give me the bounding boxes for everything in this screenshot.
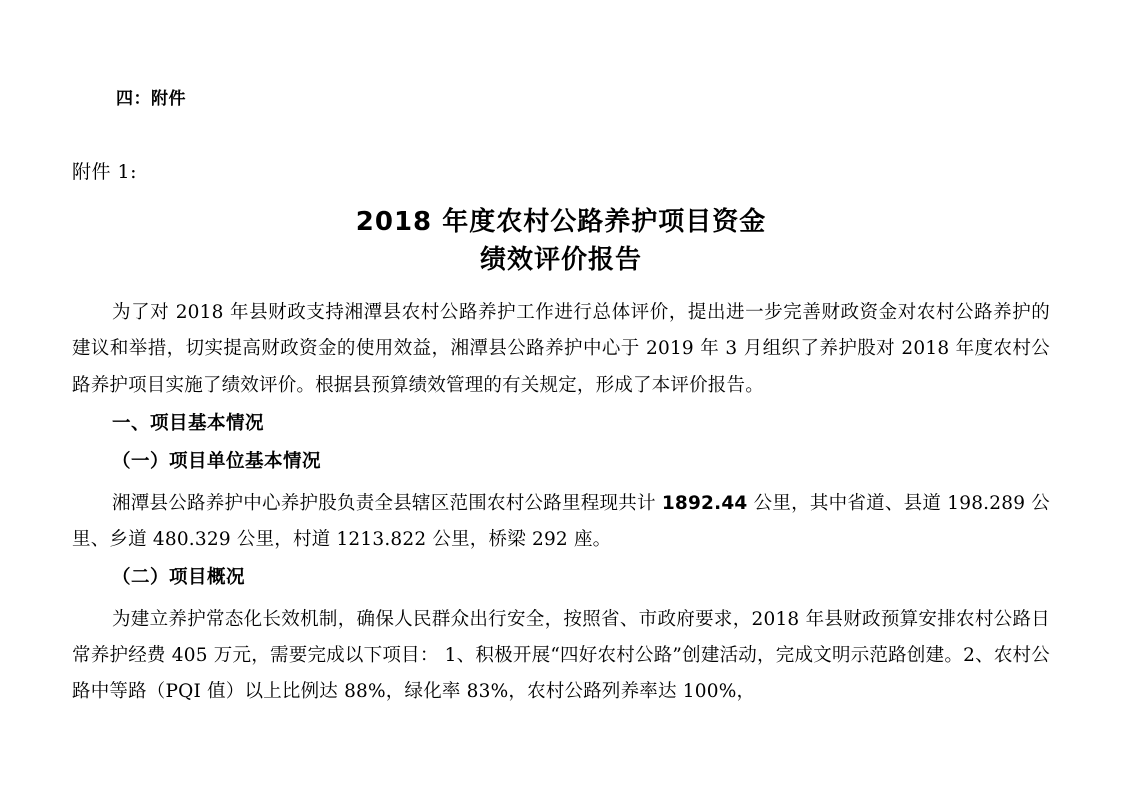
document-body: [72, 62, 1050, 710]
page-title-line-2: 绩效评价报告: [479, 244, 642, 275]
heading-project-basics: 一、项目基本情况: [112, 412, 265, 434]
page-title-line-1: 2018 年度农村公路养护项目资金: [355, 207, 767, 237]
paragraph-project-unit-basics: [72, 486, 1050, 558]
paragraph-unit-text-a: 湘潭县公路养护中心养护股负责全县辖区范围农村公路里程现共计: [112, 492, 662, 514]
paragraph-unit-text-b: 公里，其中省道、县道 198.289 公里、乡道 480.329 公里，村道 1213.822 公里，桥梁 292 座。: [72, 492, 1050, 550]
page-title: [72, 204, 1050, 279]
paragraph-project-overview: 为建立养护常态化长效机制，确保人民群众出行安全，按照省、市政府要求，2018 年县财政预算安排农村公路日常养护经费 405 万元，需要完成以下项目： 1、积极开展“四好农村公路”创建活动，完成文明示范路创建。2、农村公路中等路（PQI 值）以上比例达 88%，绿化率 83%，农村公路列养率达 100%，: [72, 608, 1050, 702]
paragraph-introduction: 为了对 2018 年县财政支持湘潭县农村公路养护工作进行总体评价，提出进一步完善财政资金对农村公路养护的建议和举措，切实提高财政资金的使用效益，湘潭县公路养护中心于 2019 年 3 月组织了养护股对 2018 年度农村公路养护项目实施了绩效评价。根据县预算绩效管理的有关规定，形成了本评价报告。: [72, 302, 1050, 396]
heading-project-overview: （二）项目概况: [112, 566, 246, 588]
heading-project-unit-basics: （一）项目单位基本情况: [112, 450, 322, 472]
title-spacer: [72, 279, 1050, 289]
attachment-label: 附件 1:: [72, 161, 138, 183]
heading-section-four: 四：附件: [116, 89, 186, 109]
paragraph-unit-mileage-value: 1892.44: [661, 492, 748, 514]
